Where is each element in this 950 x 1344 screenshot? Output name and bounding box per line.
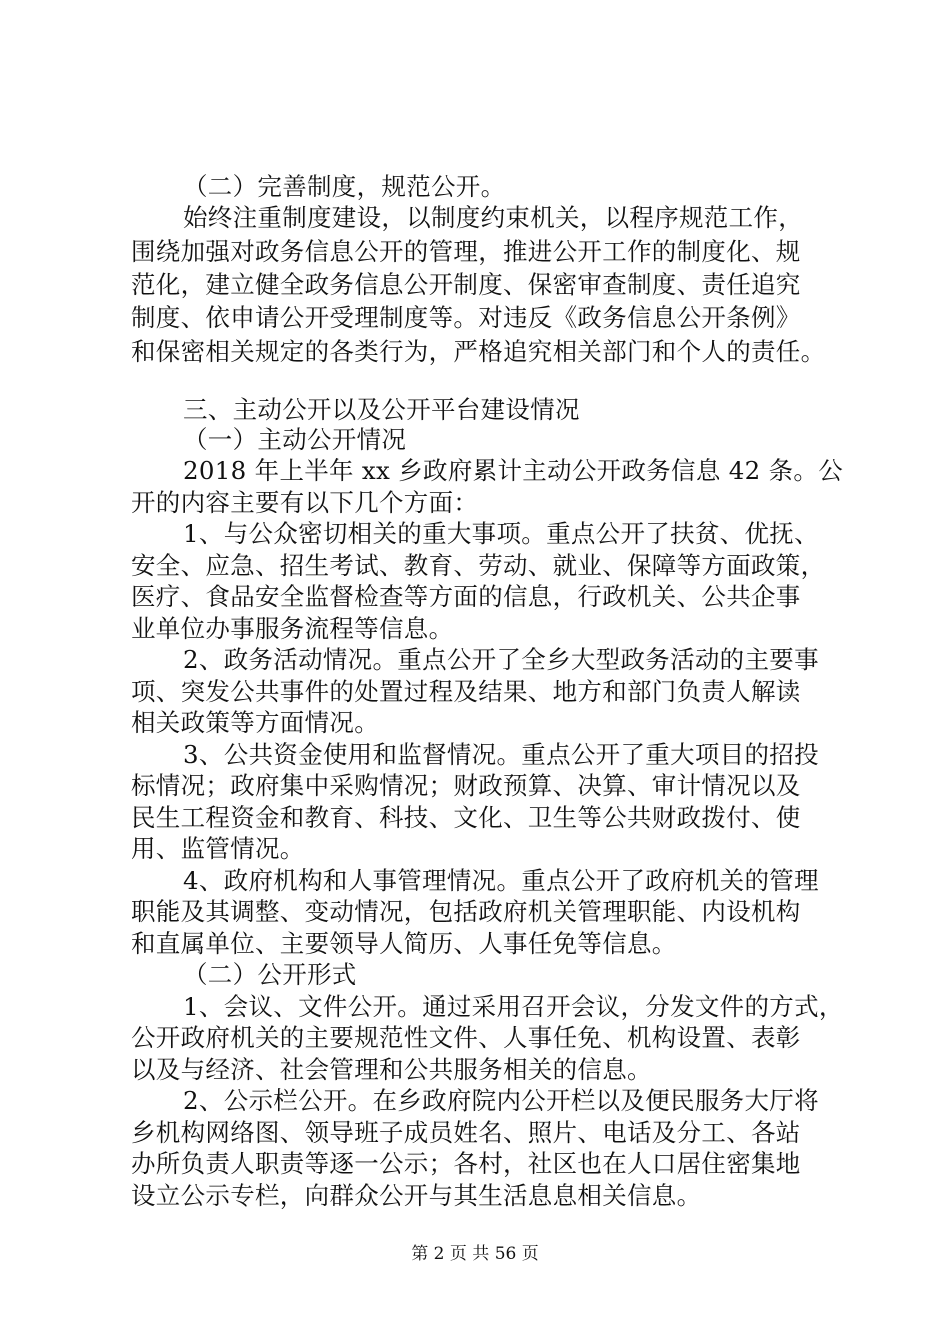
paragraph-line: 用、监管情况。 <box>131 834 305 863</box>
paragraph-line: 以及与经济、社会管理和公共服务相关的信息。 <box>131 1055 652 1084</box>
paragraph-line: 开的内容主要有以下几个方面： <box>131 488 479 517</box>
paragraph-line: 2、公示栏公开。在乡政府院内公开栏以及便民服务大厅将 <box>183 1086 819 1115</box>
paragraph-line: 范化，建立健全政务信息公开制度、保密审查制度、责任追究 <box>131 270 801 299</box>
paragraph-line: 公开政府机关的主要规范性文件、人事任免、机构设置、表彰 <box>131 1023 801 1052</box>
paragraph-line: 4、政府机构和人事管理情况。重点公开了政府机关的管理 <box>183 866 819 895</box>
subsection-heading: （二）公开形式 <box>183 960 357 989</box>
paragraph-line: 围绕加强对政务信息公开的管理，推进公开工作的制度化、规 <box>131 237 801 266</box>
page-number-footer: 第 2 页 共 56 页 <box>411 1244 539 1264</box>
paragraph-line: 民生工程资金和教育、科技、文化、卫生等公共财政拨付、使 <box>131 803 801 832</box>
paragraph-line: 乡机构网络图、领导班子成员姓名、照片、电话及分工、各站 <box>131 1118 801 1147</box>
paragraph-line: 和直属单位、主要领导人简历、人事任免等信息。 <box>131 929 677 958</box>
paragraph-line: 始终注重制度建设，以制度约束机关，以程序规范工作， <box>183 203 803 232</box>
paragraph-line: 3、公共资金使用和监督情况。重点公开了重大项目的招投 <box>183 740 819 769</box>
paragraph-line: 业单位办事服务流程等信息。 <box>131 614 454 643</box>
section-heading: （二）完善制度，规范公开。 <box>183 172 506 201</box>
paragraph-line: 标情况；政府集中采购情况；财政预算、决算、审计情况以及 <box>131 771 801 800</box>
paragraph-line: 1、与公众密切相关的重大事项。重点公开了扶贫、优抚、 <box>183 519 819 548</box>
paragraph-line: 和保密相关规定的各类行为，严格追究相关部门和个人的责任。 <box>131 337 826 366</box>
subsection-heading: （一）主动公开情况 <box>183 425 407 454</box>
paragraph-line: 2018 年上半年 xx 乡政府累计主动公开政务信息 42 条。公 <box>183 456 843 485</box>
paragraph-line: 相关政策等方面情况。 <box>131 708 379 737</box>
paragraph-line: 安全、应急、招生考试、教育、劳动、就业、保障等方面政策， <box>131 551 826 580</box>
paragraph-line: 2、政务活动情况。重点公开了全乡大型政务活动的主要事 <box>183 645 819 674</box>
paragraph-line: 办所负责人职责等逐一公示；各村，社区也在人口居住密集地 <box>131 1149 801 1178</box>
paragraph-line: 1、会议、文件公开。通过采用召开会议，分发文件的方式， <box>183 992 844 1021</box>
paragraph-line: 医疗、食品安全监督检查等方面的信息，行政机关、公共企事 <box>131 582 801 611</box>
section-heading: 三、主动公开以及公开平台建设情况 <box>183 395 580 424</box>
paragraph-line: 职能及其调整、变动情况，包括政府机关管理职能、内设机构 <box>131 897 801 926</box>
paragraph-line: 设立公示专栏，向群众公开与其生活息息相关信息。 <box>131 1181 702 1210</box>
paragraph-line: 项、突发公共事件的处置过程及结果、地方和部门负责人解读 <box>131 677 801 706</box>
paragraph-line: 制度、依申请公开受理制度等。对违反《政务信息公开条例》 <box>131 303 801 332</box>
